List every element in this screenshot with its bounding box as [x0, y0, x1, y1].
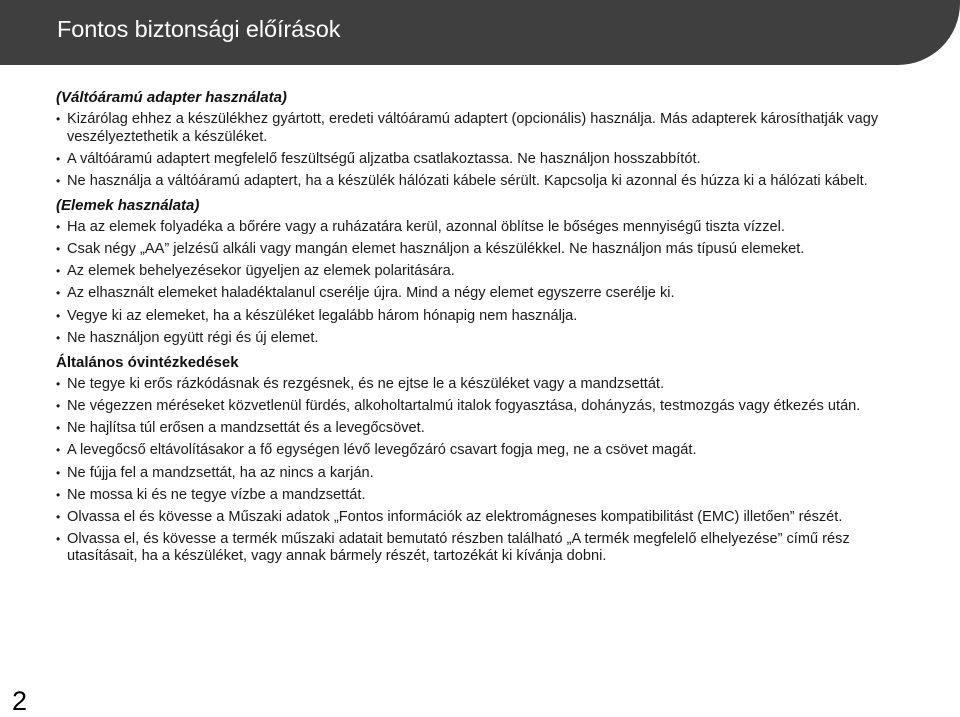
header-bar: [0, 0, 960, 65]
list-item-text: Ne mossa ki és ne tegye vízbe a mandzsettát.: [67, 486, 366, 503]
bullet-list: [56, 111, 916, 190]
list-item: [56, 219, 916, 237]
bullet-icon: •: [56, 308, 61, 323]
list-item-text: Ha az elemek folyadéka a bőrére vagy a ruházatára kerül, azonnal öblítse le bőséges mennyiségű tiszta vízzel.: [67, 219, 785, 236]
section-general-precautions: [56, 353, 916, 566]
bullet-icon: •: [56, 112, 61, 126]
bullet-icon: •: [56, 242, 61, 257]
bullet-icon: •: [56, 286, 61, 301]
bullet-list: [56, 219, 916, 347]
list-item: [56, 465, 916, 483]
bullet-icon: •: [56, 443, 61, 458]
bullet-icon: •: [56, 173, 61, 188]
list-item: [56, 376, 916, 394]
section-heading: Általános óvintézkedések: [56, 354, 239, 372]
list-item: [56, 442, 916, 460]
list-item-text: Olvassa el és kövesse a Műszaki adatok „Fontos információk az elektromágneses kompatibilitást (EMC) illetően” részét.: [67, 508, 843, 525]
list-item: [56, 330, 916, 348]
bullet-icon: •: [56, 330, 61, 345]
list-item: [56, 308, 916, 326]
list-item: [56, 111, 916, 146]
bullet-icon: •: [56, 264, 61, 279]
main-content: [56, 88, 916, 572]
section-ac-adapter: [56, 88, 916, 190]
bullet-icon: •: [56, 151, 61, 166]
list-item: [56, 420, 916, 438]
list-item-text: Ne használjon együtt régi és új elemet.: [67, 329, 319, 346]
bullet-icon: •: [56, 465, 61, 480]
list-item-text: Az elhasznált elemeket haladéktalanul cserélje újra. Mind a négy elemet egyszerre cserélje ki.: [67, 285, 675, 302]
bullet-icon: •: [56, 399, 61, 414]
list-item: [56, 151, 916, 169]
bullet-icon: •: [56, 421, 61, 436]
list-item: [56, 487, 916, 505]
list-item: [56, 241, 916, 259]
bullet-icon: •: [56, 487, 61, 502]
page-number: 2: [12, 686, 28, 716]
list-item: [56, 531, 916, 566]
list-item-text: Vegye ki az elemeket, ha a készüléket legalább három hónapig nem használja.: [67, 307, 578, 324]
bullet-icon: •: [56, 220, 61, 235]
section-batteries: [56, 196, 916, 347]
list-item-text: Ne használja a váltóáramú adaptert, ha a készülék hálózati kábele sérült. Kapcsolja ki azonnal és húzza ki a hálózati kábelt.: [67, 172, 868, 189]
list-item: [56, 398, 916, 416]
list-item: [56, 509, 916, 527]
list-item-text: Kizárólag ehhez a készülékhez gyártott, eredeti váltóáramú adaptert (opcionális) használja. Más adapterek károsíthatják vagy veszélyeztethetik a készüléket.: [67, 111, 879, 145]
list-item: [56, 173, 916, 191]
list-item-text: Az elemek behelyezésekor ügyeljen az elemek polaritására.: [67, 263, 455, 280]
bullet-list: [56, 376, 916, 566]
list-item-text: Ne tegye ki erős rázkódásnak és rezgésnek, és ne ejtse le a készüléket vagy a mandzsettát.: [67, 376, 665, 393]
list-item: [56, 285, 916, 303]
bullet-icon: •: [56, 509, 61, 524]
bullet-icon: •: [56, 531, 61, 546]
list-item: [56, 263, 916, 281]
list-item-text: Olvassa el, és kövesse a termék műszaki adatait bemutató részben található „A termék megfelelő elhelyezése” című rész utasításait, ha a készüléket, vagy annak bármely részét, tartozékát ki kívánja dobni.: [67, 530, 850, 565]
list-item-text: A váltóáramú adaptert megfelelő feszültségű aljzatba csatlakoztassa. Ne használjon hosszabbítót.: [67, 150, 701, 167]
list-item-text: A levegőcső eltávolításakor a fő egységen lévő levegőzáró csavart fogja meg, ne a csövet magát.: [67, 442, 697, 459]
list-item-text: Csak négy „AA” jelzésű alkáli vagy mangán elemet használjon a készülékkel. Ne használjon más típusú elemeket.: [67, 241, 805, 258]
list-item-text: Ne hajlítsa túl erősen a mandzsettát és a levegőcsövet.: [67, 420, 425, 437]
page-title: Fontos biztonsági előírások: [57, 16, 341, 42]
section-heading: (Váltóáramú adapter használata): [56, 89, 287, 106]
list-item-text: Ne fújja fel a mandzsettát, ha az nincs a karján.: [67, 464, 374, 481]
list-item-text: Ne végezzen méréseket közvetlenül fürdés, alkoholtartalmú italok fogyasztása, dohányzás, testmozgás vagy étkezés után.: [67, 398, 861, 415]
section-heading: (Elemek használata): [56, 197, 200, 215]
bullet-icon: •: [56, 377, 61, 392]
